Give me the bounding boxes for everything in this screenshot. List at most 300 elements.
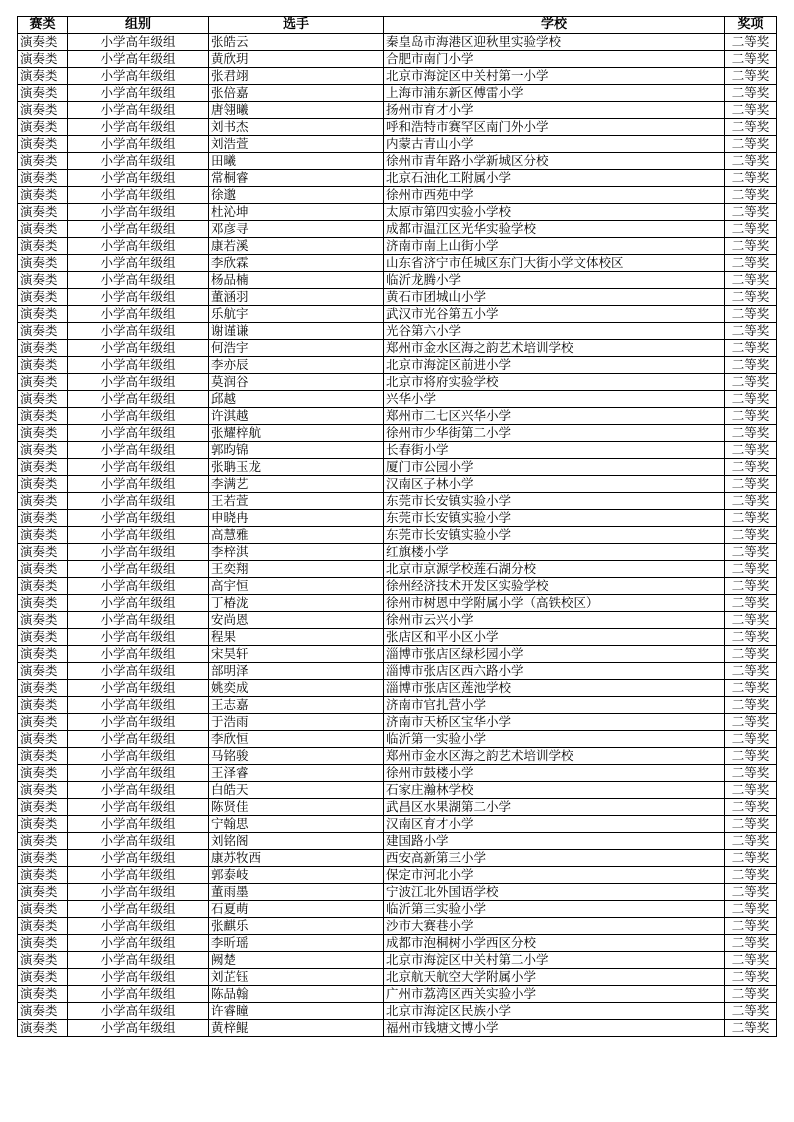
cell-type: 演奏类 <box>18 170 68 187</box>
cell-award: 二等奖 <box>725 714 777 731</box>
cell-award: 二等奖 <box>725 289 777 306</box>
table-row <box>18 833 777 850</box>
cell-type: 演奏类 <box>18 204 68 221</box>
cell-type: 演奏类 <box>18 714 68 731</box>
cell-school: 郑州市二七区兴华小学 <box>384 408 725 425</box>
cell-school: 徐州市鼓楼小学 <box>384 765 725 782</box>
cell-name: 莫润谷 <box>209 374 384 391</box>
cell-school: 长春街小学 <box>384 442 725 459</box>
cell-group: 小学高年级组 <box>68 221 209 238</box>
cell-name: 张倍嘉 <box>209 85 384 102</box>
cell-type: 演奏类 <box>18 765 68 782</box>
cell-group: 小学高年级组 <box>68 748 209 765</box>
cell-group: 小学高年级组 <box>68 425 209 442</box>
cell-school: 福州市钱塘文博小学 <box>384 1020 725 1037</box>
cell-group: 小学高年级组 <box>68 714 209 731</box>
cell-award: 二等奖 <box>725 969 777 986</box>
table-row <box>18 969 777 986</box>
table-row <box>18 476 777 493</box>
cell-name: 邱越 <box>209 391 384 408</box>
cell-type: 演奏类 <box>18 782 68 799</box>
cell-school: 淄博市张店区莲池学校 <box>384 680 725 697</box>
table-row <box>18 646 777 663</box>
cell-group: 小学高年级组 <box>68 34 209 51</box>
header-school: 学校 <box>384 17 725 34</box>
cell-name: 高宇恒 <box>209 578 384 595</box>
cell-type: 演奏类 <box>18 238 68 255</box>
cell-type: 演奏类 <box>18 612 68 629</box>
cell-school: 北京市将府实验学校 <box>384 374 725 391</box>
cell-award: 二等奖 <box>725 255 777 272</box>
cell-school: 东莞市长安镇实验小学 <box>384 493 725 510</box>
cell-type: 演奏类 <box>18 408 68 425</box>
cell-name: 陈品翰 <box>209 986 384 1003</box>
table-row <box>18 578 777 595</box>
cell-school: 成都市泡桐树小学西区分校 <box>384 935 725 952</box>
cell-name: 张聃玉龙 <box>209 459 384 476</box>
cell-type: 演奏类 <box>18 102 68 119</box>
cell-group: 小学高年级组 <box>68 935 209 952</box>
cell-type: 演奏类 <box>18 187 68 204</box>
cell-award: 二等奖 <box>725 459 777 476</box>
cell-type: 演奏类 <box>18 510 68 527</box>
cell-school: 东莞市长安镇实验小学 <box>384 527 725 544</box>
cell-name: 陈贤佳 <box>209 799 384 816</box>
cell-award: 二等奖 <box>725 85 777 102</box>
cell-name: 张耀梓航 <box>209 425 384 442</box>
cell-award: 二等奖 <box>725 34 777 51</box>
table-row <box>18 612 777 629</box>
header-group: 组别 <box>68 17 209 34</box>
cell-award: 二等奖 <box>725 238 777 255</box>
cell-school: 济南市天桥区宝华小学 <box>384 714 725 731</box>
cell-award: 二等奖 <box>725 1003 777 1020</box>
cell-type: 演奏类 <box>18 663 68 680</box>
cell-name: 程果 <box>209 629 384 646</box>
cell-type: 演奏类 <box>18 680 68 697</box>
cell-group: 小学高年级组 <box>68 561 209 578</box>
cell-group: 小学高年级组 <box>68 51 209 68</box>
cell-award: 二等奖 <box>725 340 777 357</box>
cell-type: 演奏类 <box>18 391 68 408</box>
cell-group: 小学高年级组 <box>68 238 209 255</box>
cell-type: 演奏类 <box>18 901 68 918</box>
cell-name: 张皓云 <box>209 34 384 51</box>
cell-name: 董涵羽 <box>209 289 384 306</box>
table-row <box>18 918 777 935</box>
cell-school: 汉南区育才小学 <box>384 816 725 833</box>
cell-award: 二等奖 <box>725 306 777 323</box>
table-row <box>18 544 777 561</box>
cell-school: 成都市温江区光华实验学校 <box>384 221 725 238</box>
cell-award: 二等奖 <box>725 323 777 340</box>
cell-award: 二等奖 <box>725 952 777 969</box>
cell-school: 临沂第一实验小学 <box>384 731 725 748</box>
table-row <box>18 782 777 799</box>
table-row <box>18 153 777 170</box>
cell-award: 二等奖 <box>725 612 777 629</box>
cell-school: 武昌区水果湖第二小学 <box>384 799 725 816</box>
table-row <box>18 68 777 85</box>
cell-award: 二等奖 <box>725 731 777 748</box>
table-row <box>18 102 777 119</box>
cell-group: 小学高年级组 <box>68 884 209 901</box>
cell-group: 小学高年级组 <box>68 578 209 595</box>
cell-award: 二等奖 <box>725 646 777 663</box>
header-name: 选手 <box>209 17 384 34</box>
cell-school: 北京市海淀区中关村第二小学 <box>384 952 725 969</box>
cell-type: 演奏类 <box>18 969 68 986</box>
cell-group: 小学高年级组 <box>68 918 209 935</box>
table-row <box>18 629 777 646</box>
cell-school: 秦皇岛市海港区迎秋里实验学校 <box>384 34 725 51</box>
cell-type: 演奏类 <box>18 323 68 340</box>
cell-award: 二等奖 <box>725 697 777 714</box>
cell-award: 二等奖 <box>725 833 777 850</box>
cell-group: 小学高年级组 <box>68 833 209 850</box>
table-row <box>18 170 777 187</box>
table-row <box>18 306 777 323</box>
table-header <box>18 17 777 34</box>
table-row <box>18 85 777 102</box>
cell-type: 演奏类 <box>18 1020 68 1037</box>
results-table <box>17 16 777 1037</box>
cell-award: 二等奖 <box>725 918 777 935</box>
cell-name: 董雨墨 <box>209 884 384 901</box>
cell-school: 郑州市金水区海之韵艺术培训学校 <box>384 748 725 765</box>
table-row <box>18 765 777 782</box>
header-row <box>18 17 777 34</box>
cell-group: 小学高年级组 <box>68 374 209 391</box>
table-row <box>18 714 777 731</box>
cell-type: 演奏类 <box>18 1003 68 1020</box>
cell-group: 小学高年级组 <box>68 459 209 476</box>
cell-school: 东莞市长安镇实验小学 <box>384 510 725 527</box>
cell-school: 黄石市团城山小学 <box>384 289 725 306</box>
cell-name: 黄梓鲲 <box>209 1020 384 1037</box>
table-row <box>18 799 777 816</box>
cell-name: 康若溪 <box>209 238 384 255</box>
cell-award: 二等奖 <box>725 204 777 221</box>
cell-group: 小学高年级组 <box>68 544 209 561</box>
cell-school: 合肥市南门小学 <box>384 51 725 68</box>
cell-name: 杨品楠 <box>209 272 384 289</box>
cell-award: 二等奖 <box>725 1020 777 1037</box>
cell-name: 王奕翔 <box>209 561 384 578</box>
cell-school: 临沂第三实验小学 <box>384 901 725 918</box>
cell-type: 演奏类 <box>18 578 68 595</box>
cell-school: 西安高新第三小学 <box>384 850 725 867</box>
cell-type: 演奏类 <box>18 493 68 510</box>
cell-name: 谢谨谦 <box>209 323 384 340</box>
cell-type: 演奏类 <box>18 340 68 357</box>
table-row <box>18 527 777 544</box>
cell-name: 李满艺 <box>209 476 384 493</box>
table-row <box>18 493 777 510</box>
table-row <box>18 391 777 408</box>
cell-type: 演奏类 <box>18 459 68 476</box>
cell-award: 二等奖 <box>725 272 777 289</box>
table-row <box>18 425 777 442</box>
cell-group: 小学高年级组 <box>68 255 209 272</box>
cell-name: 田曦 <box>209 153 384 170</box>
table-row <box>18 459 777 476</box>
cell-name: 常桐睿 <box>209 170 384 187</box>
cell-name: 李梓淇 <box>209 544 384 561</box>
cell-award: 二等奖 <box>725 663 777 680</box>
table-row <box>18 221 777 238</box>
cell-group: 小学高年级组 <box>68 782 209 799</box>
cell-type: 演奏类 <box>18 595 68 612</box>
cell-school: 汉南区子林小学 <box>384 476 725 493</box>
cell-school: 徐州市青年路小学新城区分校 <box>384 153 725 170</box>
cell-award: 二等奖 <box>725 765 777 782</box>
cell-award: 二等奖 <box>725 51 777 68</box>
cell-type: 演奏类 <box>18 748 68 765</box>
table-row <box>18 561 777 578</box>
cell-group: 小学高年级组 <box>68 442 209 459</box>
table-row <box>18 374 777 391</box>
cell-name: 王若萱 <box>209 493 384 510</box>
cell-school: 徐州经济技术开发区实验学校 <box>384 578 725 595</box>
cell-name: 马铭骏 <box>209 748 384 765</box>
cell-award: 二等奖 <box>725 476 777 493</box>
cell-type: 演奏类 <box>18 833 68 850</box>
cell-group: 小学高年级组 <box>68 595 209 612</box>
cell-group: 小学高年级组 <box>68 272 209 289</box>
cell-school: 山东省济宁市任城区东门大街小学文体校区 <box>384 255 725 272</box>
cell-school: 呼和浩特市赛罕区南门外小学 <box>384 119 725 136</box>
table-row <box>18 187 777 204</box>
cell-award: 二等奖 <box>725 544 777 561</box>
cell-school: 济南市官扎营小学 <box>384 697 725 714</box>
table-row <box>18 119 777 136</box>
cell-school: 淄博市张店区西六路小学 <box>384 663 725 680</box>
cell-type: 演奏类 <box>18 289 68 306</box>
cell-award: 二等奖 <box>725 629 777 646</box>
cell-group: 小学高年级组 <box>68 969 209 986</box>
cell-award: 二等奖 <box>725 425 777 442</box>
cell-group: 小学高年级组 <box>68 187 209 204</box>
table-row <box>18 1003 777 1020</box>
table-row <box>18 901 777 918</box>
cell-name: 李欣霖 <box>209 255 384 272</box>
cell-school: 徐州市少华街第二小学 <box>384 425 725 442</box>
table-row <box>18 323 777 340</box>
table-row <box>18 935 777 952</box>
cell-type: 演奏类 <box>18 544 68 561</box>
cell-name: 康苏牧西 <box>209 850 384 867</box>
cell-type: 演奏类 <box>18 476 68 493</box>
cell-group: 小学高年级组 <box>68 493 209 510</box>
cell-group: 小学高年级组 <box>68 476 209 493</box>
cell-school: 扬州市育才小学 <box>384 102 725 119</box>
cell-school: 广州市荔湾区西关实验小学 <box>384 986 725 1003</box>
table-row <box>18 272 777 289</box>
cell-award: 二等奖 <box>725 680 777 697</box>
cell-award: 二等奖 <box>725 578 777 595</box>
cell-name: 宁翰思 <box>209 816 384 833</box>
cell-school: 北京市海淀区中关村第一小学 <box>384 68 725 85</box>
cell-school: 红旗楼小学 <box>384 544 725 561</box>
cell-award: 二等奖 <box>725 153 777 170</box>
cell-group: 小学高年级组 <box>68 357 209 374</box>
table-row <box>18 204 777 221</box>
cell-group: 小学高年级组 <box>68 816 209 833</box>
cell-group: 小学高年级组 <box>68 612 209 629</box>
cell-award: 二等奖 <box>725 884 777 901</box>
table-row <box>18 850 777 867</box>
cell-type: 演奏类 <box>18 306 68 323</box>
cell-award: 二等奖 <box>725 391 777 408</box>
table-row <box>18 408 777 425</box>
cell-group: 小学高年级组 <box>68 527 209 544</box>
cell-type: 演奏类 <box>18 561 68 578</box>
cell-award: 二等奖 <box>725 221 777 238</box>
cell-group: 小学高年级组 <box>68 510 209 527</box>
cell-name: 姚奕成 <box>209 680 384 697</box>
cell-award: 二等奖 <box>725 901 777 918</box>
cell-type: 演奏类 <box>18 374 68 391</box>
cell-name: 黄欣玥 <box>209 51 384 68</box>
cell-group: 小学高年级组 <box>68 850 209 867</box>
cell-group: 小学高年级组 <box>68 663 209 680</box>
cell-school: 济南市南上山街小学 <box>384 238 725 255</box>
cell-type: 演奏类 <box>18 272 68 289</box>
cell-school: 石家庄瀚林学校 <box>384 782 725 799</box>
cell-type: 演奏类 <box>18 221 68 238</box>
table-row <box>18 816 777 833</box>
cell-school: 宁波江北外国语学校 <box>384 884 725 901</box>
cell-name: 王志嘉 <box>209 697 384 714</box>
cell-award: 二等奖 <box>725 374 777 391</box>
cell-type: 演奏类 <box>18 425 68 442</box>
cell-group: 小学高年级组 <box>68 680 209 697</box>
cell-award: 二等奖 <box>725 527 777 544</box>
cell-type: 演奏类 <box>18 153 68 170</box>
cell-type: 演奏类 <box>18 51 68 68</box>
table-row <box>18 680 777 697</box>
cell-group: 小学高年级组 <box>68 289 209 306</box>
cell-award: 二等奖 <box>725 935 777 952</box>
cell-group: 小学高年级组 <box>68 204 209 221</box>
cell-school: 光谷第六小学 <box>384 323 725 340</box>
table-row <box>18 986 777 1003</box>
cell-award: 二等奖 <box>725 442 777 459</box>
cell-school: 北京市海淀区民族小学 <box>384 1003 725 1020</box>
cell-type: 演奏类 <box>18 986 68 1003</box>
cell-school: 郑州市金水区海之韵艺术培训学校 <box>384 340 725 357</box>
cell-group: 小学高年级组 <box>68 85 209 102</box>
cell-name: 安尚恩 <box>209 612 384 629</box>
cell-award: 二等奖 <box>725 850 777 867</box>
cell-name: 许睿瞳 <box>209 1003 384 1020</box>
cell-type: 演奏类 <box>18 799 68 816</box>
cell-school: 徐州市西苑中学 <box>384 187 725 204</box>
cell-school: 淄博市张店区绿杉园小学 <box>384 646 725 663</box>
table-row <box>18 238 777 255</box>
cell-group: 小学高年级组 <box>68 408 209 425</box>
cell-type: 演奏类 <box>18 136 68 153</box>
cell-name: 刘铭阁 <box>209 833 384 850</box>
cell-group: 小学高年级组 <box>68 1003 209 1020</box>
cell-group: 小学高年级组 <box>68 799 209 816</box>
cell-school: 北京石油化工附属小学 <box>384 170 725 187</box>
cell-type: 演奏类 <box>18 952 68 969</box>
cell-name: 白皓天 <box>209 782 384 799</box>
cell-name: 申晓冉 <box>209 510 384 527</box>
cell-name: 石夏萌 <box>209 901 384 918</box>
cell-type: 演奏类 <box>18 357 68 374</box>
cell-award: 二等奖 <box>725 119 777 136</box>
cell-group: 小学高年级组 <box>68 306 209 323</box>
cell-name: 刘书杰 <box>209 119 384 136</box>
cell-name: 李昕瑶 <box>209 935 384 952</box>
cell-type: 演奏类 <box>18 918 68 935</box>
table-body <box>18 34 777 1037</box>
cell-school: 徐州市云兴小学 <box>384 612 725 629</box>
cell-group: 小学高年级组 <box>68 119 209 136</box>
cell-school: 北京市京源学校莲石湖分校 <box>384 561 725 578</box>
table-row <box>18 663 777 680</box>
cell-name: 李亦辰 <box>209 357 384 374</box>
cell-school: 武汉市光谷第五小学 <box>384 306 725 323</box>
cell-name: 张君翊 <box>209 68 384 85</box>
cell-name: 徐邈 <box>209 187 384 204</box>
table-row <box>18 952 777 969</box>
cell-type: 演奏类 <box>18 867 68 884</box>
cell-name: 丁椿泷 <box>209 595 384 612</box>
cell-school: 兴华小学 <box>384 391 725 408</box>
cell-award: 二等奖 <box>725 986 777 1003</box>
cell-award: 二等奖 <box>725 816 777 833</box>
cell-group: 小学高年级组 <box>68 153 209 170</box>
cell-group: 小学高年级组 <box>68 986 209 1003</box>
cell-name: 邓彦寻 <box>209 221 384 238</box>
cell-school: 张店区和平小区小学 <box>384 629 725 646</box>
cell-group: 小学高年级组 <box>68 170 209 187</box>
cell-name: 阙楚 <box>209 952 384 969</box>
cell-award: 二等奖 <box>725 68 777 85</box>
cell-award: 二等奖 <box>725 510 777 527</box>
cell-type: 演奏类 <box>18 935 68 952</box>
cell-award: 二等奖 <box>725 136 777 153</box>
cell-award: 二等奖 <box>725 170 777 187</box>
cell-type: 演奏类 <box>18 884 68 901</box>
cell-type: 演奏类 <box>18 697 68 714</box>
table-row <box>18 51 777 68</box>
cell-school: 太原市第四实验小学校 <box>384 204 725 221</box>
table-row <box>18 289 777 306</box>
table-row <box>18 595 777 612</box>
cell-award: 二等奖 <box>725 782 777 799</box>
cell-award: 二等奖 <box>725 561 777 578</box>
table-row <box>18 884 777 901</box>
cell-group: 小学高年级组 <box>68 1020 209 1037</box>
cell-award: 二等奖 <box>725 357 777 374</box>
cell-award: 二等奖 <box>725 408 777 425</box>
cell-type: 演奏类 <box>18 442 68 459</box>
cell-school: 徐州市树恩中学附属小学（高铁校区） <box>384 595 725 612</box>
header-type: 赛类 <box>18 17 68 34</box>
table-row <box>18 1020 777 1037</box>
cell-name: 部明泽 <box>209 663 384 680</box>
cell-name: 杜沁坤 <box>209 204 384 221</box>
table-row <box>18 255 777 272</box>
cell-group: 小学高年级组 <box>68 646 209 663</box>
cell-type: 演奏类 <box>18 68 68 85</box>
cell-name: 刘浩萱 <box>209 136 384 153</box>
